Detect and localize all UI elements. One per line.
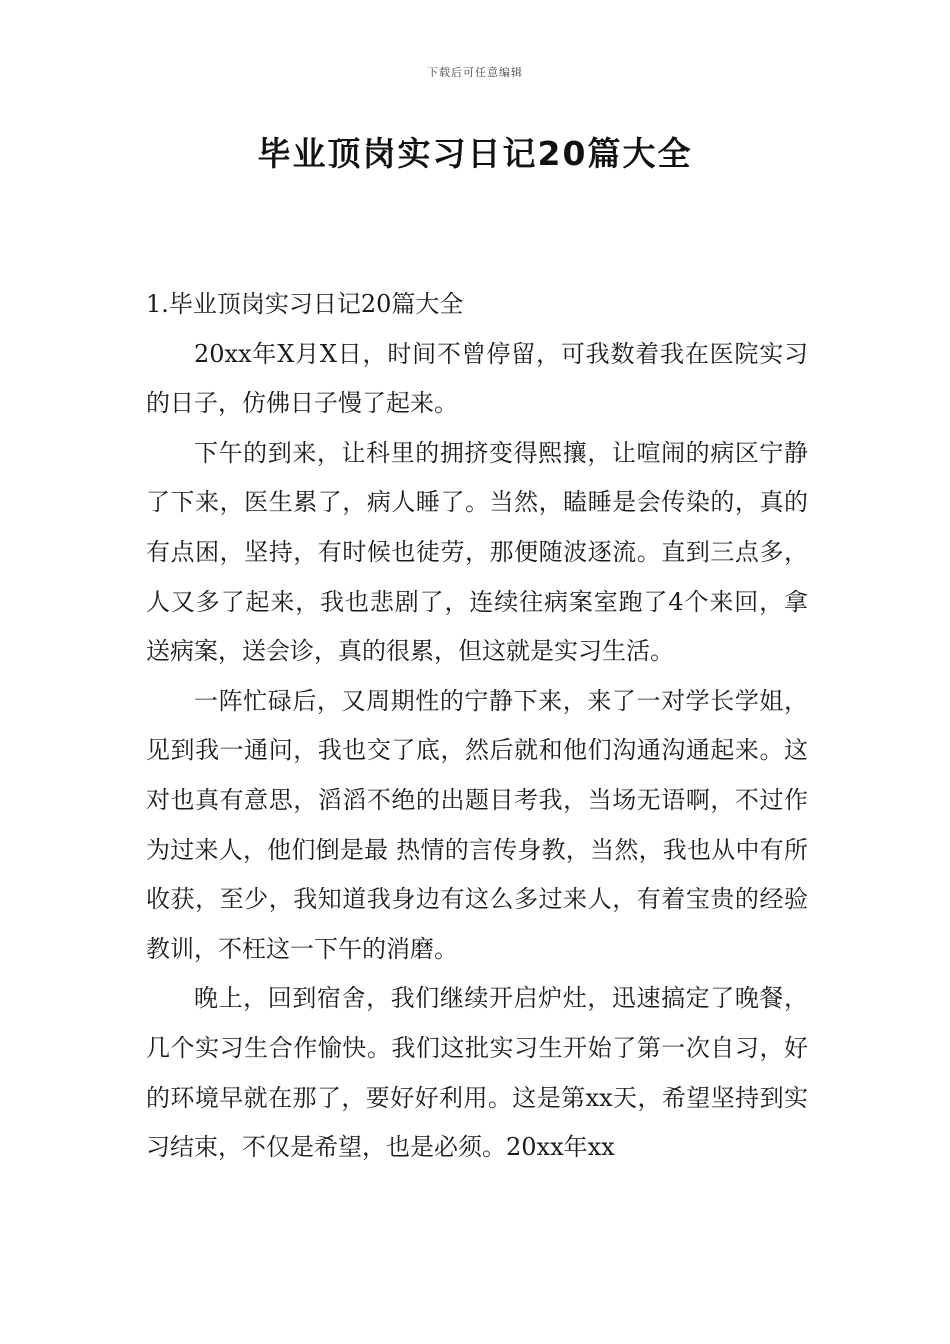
paragraph-4: 晚上，回到宿舍，我们继续开启炉灶，迅速搞定了晚餐，几个实习生合作愉快。我们这批实习生开始了第一次自习，好的环境早就在那了，要好好利用。这是第xx天，希望坚持到实习结束，不仅是希望，也是必须。20xx年xx: [146, 984, 808, 1162]
document-body: [146, 280, 808, 1173]
document-title: 毕业顶岗实习日记20篇大全: [257, 134, 693, 173]
paragraph-2: 下午的到来，让科里的拥挤变得熙攘，让喧闹的病区宁静了下来，医生累了，病人睡了。当然，瞌睡是会传染的，真的有点困，坚持，有时候也徒劳，那便随波逐流。直到三点多，人又多了起来，我也悲剧了，连续往病案室跑了4个来回，拿送病案，送会诊，真的很累，但这就是实习生活。: [146, 438, 808, 666]
header-note: 下载后可任意编辑: [427, 66, 523, 79]
section-heading: 1.毕业顶岗实习日记20篇大全: [146, 290, 464, 318]
paragraph-3: 一阵忙碌后，又周期性的宁静下来，来了一对学长学姐，见到我一通问，我也交了底，然后就和他们沟通沟通起来。这对也真有意思，滔滔不绝的出题目考我，当场无语啊，不过作为过来人，他们倒是最 热情的言传身教，当然，我也从中有所收获，至少，我知道我身边有这么多过来人，有着宝贵的经验教训，不枉这一下午的消磨。: [146, 686, 808, 963]
paragraph-1: 20xx年X月X日，时间不曾停留，可我数着我在医院实习的日子，仿佛日子慢了起来。: [146, 339, 808, 418]
